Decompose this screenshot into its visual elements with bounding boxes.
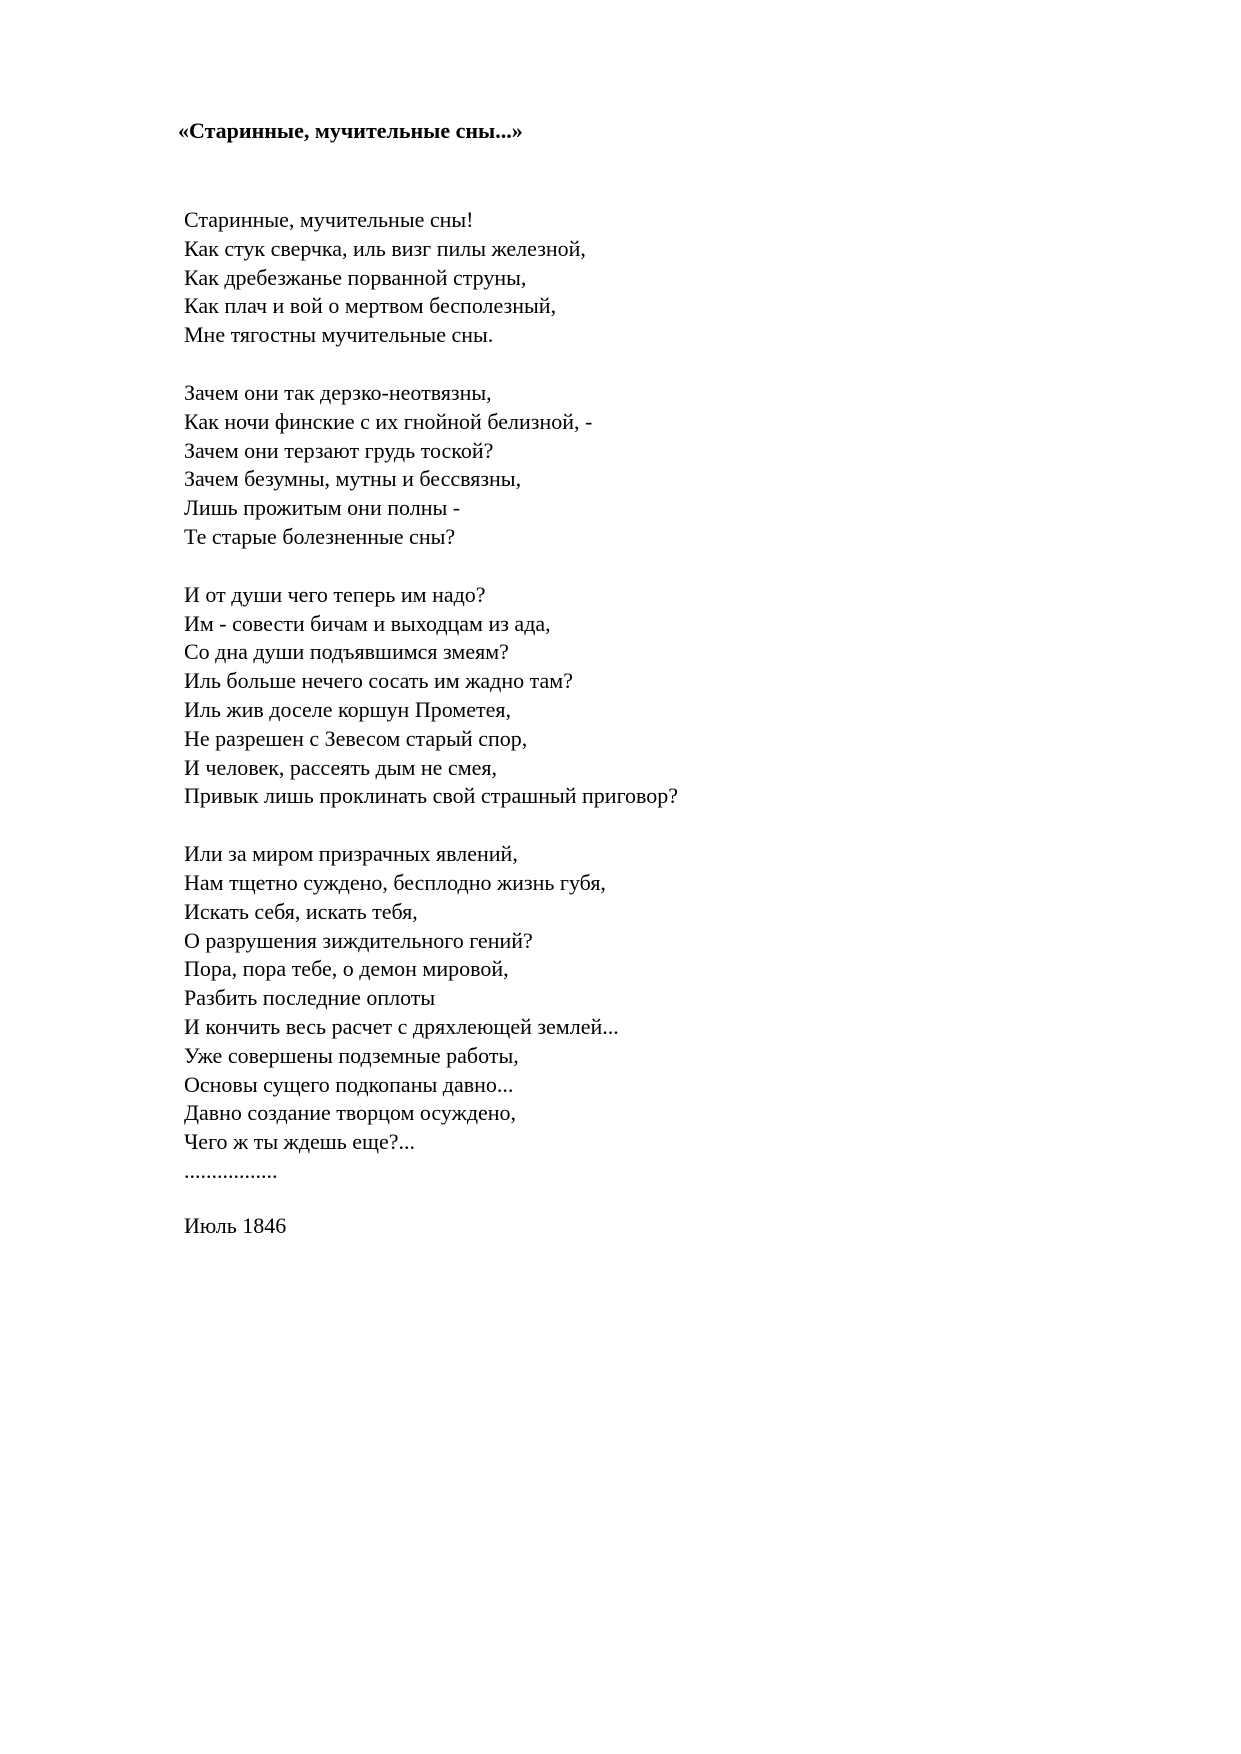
poem-line: И человек, рассеять дым не смея, (184, 754, 498, 780)
poem-line: Зачем безумны, мутны и бессвязны, (184, 466, 522, 492)
poem-line: Зачем они так дерзко-неотвязны, (184, 379, 492, 405)
stanza-3 (184, 581, 1084, 811)
stanza-1 (184, 206, 1084, 350)
poem-line: Со дна души подъявшимся змеям? (184, 639, 509, 665)
poem-line: О разрушения зиждительного гений? (184, 927, 533, 953)
poem-line: Нам тщетно суждено, бесплодно жизнь губя, (184, 869, 606, 895)
poem-line: Или за миром призрачных явлений, (184, 841, 518, 867)
poem-body (184, 206, 1084, 1215)
poem-title: «Старинные, мучительные сны...» (178, 118, 523, 143)
poem-line: Старинные, мучительные сны! (184, 207, 474, 232)
poem-line: Пора, пора тебе, о демон мировой, (184, 956, 509, 982)
poem-line: Как ночи финские с их гнойной белизной, - (184, 408, 593, 434)
poem-date: Июль 1846 (184, 1213, 287, 1238)
stanza-4 (184, 840, 1084, 1186)
poem-line: Чего ж ты ждешь еще?... (184, 1129, 415, 1155)
poem-line: Привык лишь проклинать свой страшный приговор? (184, 783, 679, 809)
poem-line: Давно создание творцом осуждено, (184, 1100, 517, 1126)
poem-line: И от души чего теперь им надо? (184, 581, 486, 607)
stanza-2 (184, 379, 1084, 552)
poem-line: Разбить последние оплоты (184, 985, 436, 1011)
poem-line: И кончить весь расчет с дряхлеющей землей... (184, 1013, 619, 1039)
poem-line: Основы сущего подкопаны давно... (184, 1071, 514, 1097)
poem-line: Иль жив доселе коршун Прометея, (184, 696, 511, 722)
poem-line: Те старые болезненные сны? (184, 523, 456, 549)
poem-line: Лишь прожитым они полны - (184, 495, 461, 521)
poem-line: Не разрешен с Зевесом старый спор, (184, 725, 528, 751)
poem-line: Им - совести бичам и выходцам из ада, (184, 610, 551, 636)
poem-line: Как плач и вой о мертвом бесполезный, (184, 293, 557, 319)
poem-line: Искать себя, искать тебя, (184, 898, 418, 924)
poem-line: Иль больше нечего сосать им жадно там? (184, 668, 573, 694)
poem-line: Мне тягостны мучительные сны. (184, 322, 494, 348)
ellipsis-line: ................. (184, 1157, 278, 1183)
poem-line: Уже совершены подземные работы, (184, 1042, 519, 1068)
poem-line: Как стук сверчка, иль визг пилы железной, (184, 235, 586, 261)
poem-line: Как дребезжанье порванной струны, (184, 264, 527, 290)
poem-line: Зачем они терзают грудь тоской? (184, 437, 494, 463)
